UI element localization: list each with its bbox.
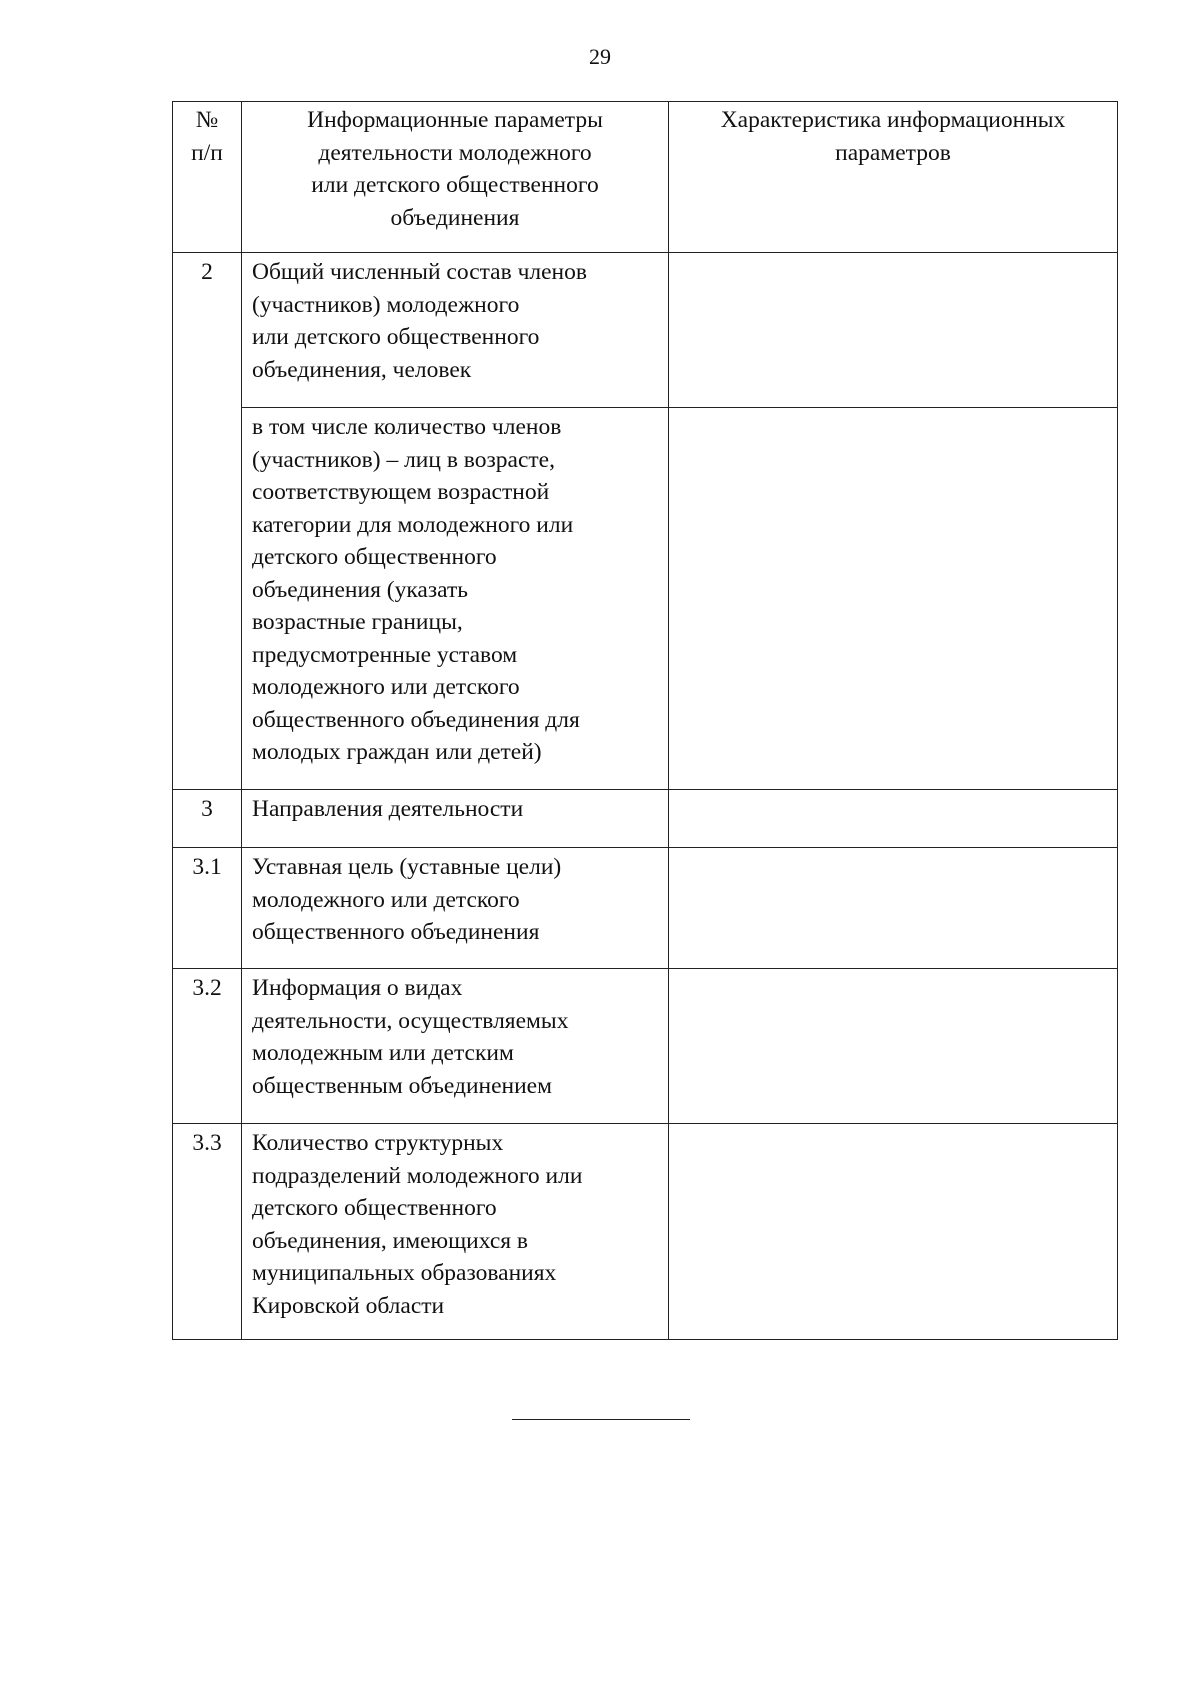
end-of-document-rule (512, 1419, 690, 1420)
row-parameter-cell (242, 408, 669, 790)
parameter-line: объединения, имеющихся в (252, 1227, 529, 1254)
parameter-line: Информация о видах (252, 975, 463, 1001)
parameter-line: объединения, человек (252, 356, 472, 383)
header-parameters-line: объединения (390, 204, 520, 231)
row-characteristic-cell (669, 253, 1118, 408)
parameter-line: муниципальных образованиях (252, 1260, 557, 1286)
header-characteristics-line: параметров (835, 139, 951, 166)
parameter-line: возрастные границы, (252, 609, 463, 635)
parameter-line: общественного объединения (252, 919, 540, 945)
header-characteristics-cell (669, 102, 1118, 253)
header-parameters-line: деятельности молодежного (318, 139, 592, 166)
table-header-row (173, 102, 1118, 253)
parameter-line: объединения (указать (252, 576, 468, 603)
row-characteristic-cell (669, 408, 1118, 790)
table-row (173, 969, 1118, 1124)
parameter-line: категории для молодежного или (252, 511, 574, 538)
row-characteristic-cell (669, 969, 1118, 1124)
table-row (173, 1124, 1118, 1340)
information-parameters-table (172, 101, 1118, 1340)
parameter-line: молодежного или детского (252, 674, 520, 700)
row-number-cell: 3.2 (173, 969, 242, 1124)
parameter-line: (участников) – лиц в возрасте, (252, 446, 555, 473)
row-number-cell: 2 (173, 253, 242, 790)
header-parameters-cell (242, 102, 669, 253)
header-number-line: п/п (191, 139, 223, 166)
table-row (173, 790, 1118, 848)
parameter-line: в том числе количество членов (252, 414, 562, 440)
parameter-line: молодежным или детским (252, 1040, 514, 1066)
table-row (173, 408, 1118, 790)
table-row (173, 848, 1118, 969)
row-parameter-cell (242, 253, 669, 408)
row-parameter-cell (242, 790, 669, 848)
parameter-line: Количество структурных (252, 1130, 504, 1156)
parameter-line: детского общественного (252, 544, 497, 570)
parameter-line: молодых граждан или детей) (252, 739, 542, 765)
header-number-cell (173, 102, 242, 253)
row-characteristic-cell (669, 790, 1118, 848)
row-parameter-cell (242, 969, 669, 1124)
row-number-cell: 3.1 (173, 848, 242, 969)
parameter-line: детского общественного (252, 1195, 497, 1221)
table-row (173, 253, 1118, 408)
parameter-line: общественного объединения для (252, 706, 580, 733)
header-number-line: № (195, 107, 219, 133)
header-parameters-line: Информационные параметры (307, 107, 603, 133)
parameter-line: Кировской области (252, 1292, 445, 1319)
parameter-line: соответствующем возрастной (252, 479, 550, 505)
row-number-cell: 3.3 (173, 1124, 242, 1340)
header-characteristics-line: Характеристика информационных (720, 107, 1066, 133)
header-parameters-line: или детского общественного (311, 172, 599, 198)
parameter-line: предусмотренные уставом (252, 641, 518, 668)
parameter-line: деятельности, осуществляемых (252, 1007, 569, 1034)
row-number-cell: 3 (173, 790, 242, 848)
row-parameter-cell (242, 1124, 669, 1340)
parameter-line: Уставная цель (уставные цели) (252, 854, 562, 880)
parameter-line: Общий численный состав членов (252, 259, 587, 285)
row-characteristic-cell (669, 1124, 1118, 1340)
parameter-line: общественным объединением (252, 1072, 552, 1099)
page-number: 29 (589, 44, 611, 69)
parameter-line: или детского общественного (252, 324, 540, 350)
parameter-line: Направления деятельности (252, 796, 524, 822)
parameter-line: (участников) молодежного (252, 291, 520, 318)
row-characteristic-cell (669, 848, 1118, 969)
parameter-line: подразделений молодежного или (252, 1162, 583, 1189)
parameter-line: молодежного или детского (252, 886, 520, 913)
row-parameter-cell (242, 848, 669, 969)
